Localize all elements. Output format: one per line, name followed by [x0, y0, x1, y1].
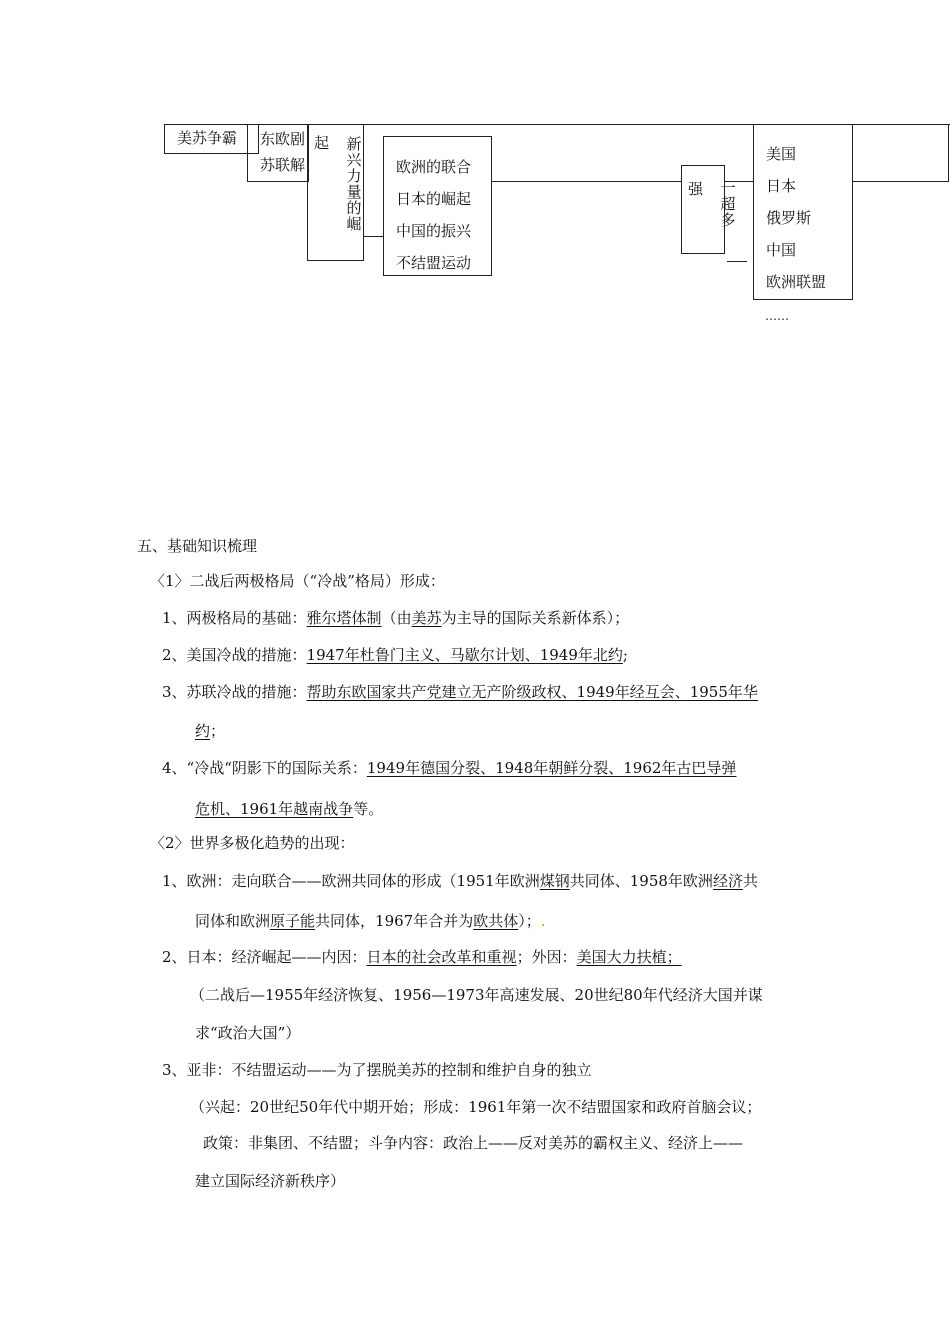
- emerging-forces-box: [383, 136, 492, 276]
- list-item: 不结盟运动: [396, 254, 472, 272]
- east-europe-label: 东欧剧: [260, 130, 306, 148]
- part2-item3-note1: （兴起：20世纪50年代中期开始；形成：1961年第一次不结盟国家和政府首脑会议；: [190, 1098, 762, 1116]
- rise-label: 起: [314, 134, 330, 152]
- rise-box: [307, 124, 364, 261]
- emerging-list: [396, 151, 471, 279]
- connector-line-right: [948, 124, 949, 182]
- part1-item1: 1、两极格局的基础：雅尔塔体制（由美苏为主导的国际关系新体系）；: [162, 609, 630, 627]
- soviet-collapse-box: [247, 124, 309, 182]
- soviet-collapse-label: 苏联解: [260, 156, 306, 174]
- part2-item1-line2: 同体和欧洲原子能共同体，1967年合并为欧共体）；.: [195, 912, 546, 930]
- part2-heading: 〈2〉世界多极化趋势的出现：: [150, 834, 355, 852]
- connector-tick-1: [363, 236, 383, 237]
- list-item: 欧洲的联合: [396, 158, 472, 176]
- list-item: 日本: [766, 177, 797, 195]
- list-item: 中国: [766, 241, 797, 259]
- list-item: 欧洲联盟: [766, 273, 827, 291]
- list-item: 中国的振兴: [396, 222, 472, 240]
- powers-list: [766, 138, 826, 298]
- list-item: 日本的崛起: [396, 190, 472, 208]
- powers-box: [753, 124, 853, 300]
- strong-label: 强: [688, 180, 704, 198]
- part2-item3-note2: 政策：非集团、不结盟；斗争内容：政治上——反对美苏的霸权主义、经济上——: [203, 1134, 744, 1152]
- cold-war-box: [164, 124, 259, 154]
- part1-item4-line2: 危机、1961年越南战争等。: [195, 800, 384, 818]
- one-super-multi-label: 一超多: [720, 179, 736, 229]
- part1-item4-line1: 4、“冷战“阴影下的国际关系：1949年德国分裂、1948年朝鲜分裂、1962年古巴导弹: [162, 759, 737, 777]
- strong-box: [681, 165, 725, 254]
- ellipsis: ……: [765, 309, 789, 323]
- list-item: 美国: [766, 145, 797, 163]
- list-item: 俄罗斯: [766, 209, 812, 227]
- emerging-forces-label: 新兴力量的崛: [346, 135, 362, 233]
- part2-item2-line1: 2、日本：经济崛起——内因：日本的社会改革和重视；外因：美国大力扶植；: [162, 948, 682, 966]
- part1-item3-line2: 约；: [195, 722, 226, 740]
- part2-item1-line1: 1、欧洲：走向联合——欧洲共同体的形成（1951年欧洲煤钢共同体、1958年欧洲经济共: [162, 872, 758, 890]
- part2-item2-note1: （二战后—1955年经济恢复、1956—1973年高速发展、20世纪80年代经济大国并谋: [190, 986, 763, 1004]
- part2-item2-note2: 求“政治大国”）: [195, 1024, 301, 1042]
- part1-heading: 〈1〉二战后两极格局（“冷战”格局）形成：: [150, 572, 445, 590]
- part1-item3-line1: 3、苏联冷战的措施：帮助东欧国家共产党建立无产阶级政权、1949年经互会、1955年华: [162, 683, 758, 701]
- part1-item2: 2、美国冷战的措施：1947年杜鲁门主义、马歇尔计划、1949年北约;: [162, 646, 628, 664]
- connector-line-mid-1: [491, 181, 681, 182]
- connector-tick-2: [727, 261, 747, 262]
- part2-item3-line1: 3、亚非：不结盟运动——为了摆脱美苏的控制和维护自身的独立: [162, 1061, 592, 1079]
- cold-war-label: 美苏争霸: [177, 129, 238, 147]
- connector-line-mid-3: [852, 181, 949, 182]
- part2-item3-note3: 建立国际经济新秩序）: [195, 1172, 346, 1190]
- section-title: 五、基础知识梳理: [137, 537, 258, 555]
